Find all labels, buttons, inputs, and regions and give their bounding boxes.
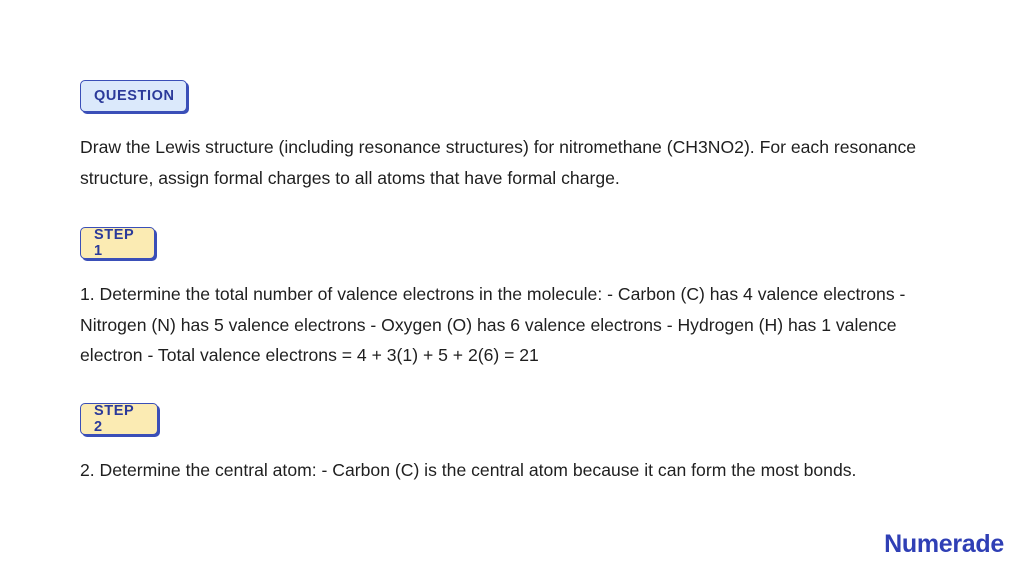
question-text: Draw the Lewis structure (including resonance structures) for nitromethane (CH3NO2). For each resonance structure, assign formal charges to all atoms that have formal charge. — [80, 137, 917, 188]
numerade-logo: Numerade — [884, 530, 1004, 558]
step-2-badge: STEP 2 — [80, 403, 158, 435]
question-badge: QUESTION — [80, 80, 187, 112]
step-1-text: 1. Determine the total number of valence electrons in the molecule: - Carbon (C) has 4 valence electrons - Nitrogen (N) has 5 valence electrons - Oxygen (O) has 6 valence electrons - Hydrogen (H) has 1 valence electron - Total valence electrons = 4 + 3(1) + 5 + 2(6) = 21 — [80, 284, 906, 365]
step-2-text: 2. Determine the central atom: - Carbon (C) is the central atom because it can form the most bonds. — [80, 460, 857, 480]
step-1-badge: STEP 1 — [80, 227, 155, 259]
